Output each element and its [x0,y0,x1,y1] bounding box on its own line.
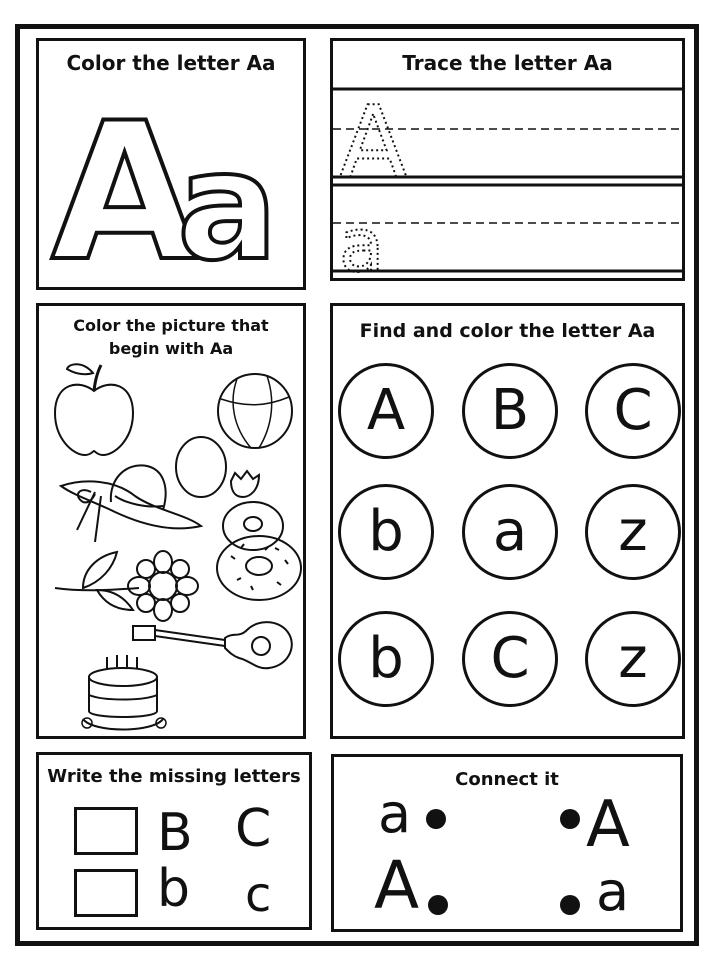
connect-dot[interactable] [426,809,446,829]
letter-circle[interactable]: z [585,611,681,707]
letter-circle[interactable]: b [338,611,434,707]
letter-circle[interactable]: z [585,484,681,580]
cake-icon [79,651,169,741]
outlined-letter-upper: A [51,93,199,283]
letter-circle[interactable]: C [462,611,558,707]
missing-letters-panel [36,752,312,930]
find-letter-title: Find and color the letter Aa [359,320,656,342]
color-picture-panel [36,303,306,739]
outlined-letter-lower: a [177,120,279,283]
connect-left-letter: A [374,847,420,924]
color-picture-title-line2: begin with Aa [108,339,234,358]
letter-circle[interactable]: b [338,484,434,580]
color-picture-title-line1: Color the picture that [73,316,269,335]
connect-left-letter: a [378,782,412,845]
color-letter-title: Color the letter Aa [66,51,276,75]
missing-letters-title: Write the missing letters [47,766,301,787]
missing-row2-letter: c [245,867,272,923]
missing-letter-box[interactable] [74,807,138,855]
connect-title: Connect it [455,769,559,790]
missing-letter-box[interactable] [74,869,138,917]
connect-panel [331,754,683,932]
letter-circle[interactable]: C [585,363,681,459]
trace-letter-title: Trace the letter Aa [402,51,613,75]
trace-letter-panel [330,38,685,285]
tracing-lines [333,85,682,285]
hat-icon [55,456,205,556]
missing-row1-letter: C [235,799,272,859]
donut-icon [211,496,306,606]
trace-letter-lower: a [339,203,385,285]
find-letter-panel [330,303,685,739]
letter-circle[interactable]: A [338,363,434,459]
letter-circle[interactable]: B [462,363,558,459]
letter-circle[interactable]: a [462,484,558,580]
connect-right-letter: A [586,788,630,862]
apple-icon [49,351,139,461]
missing-row2-letter: b [157,859,191,919]
outlined-letters [39,93,303,283]
trace-letter-upper: A [339,85,408,201]
connect-right-letter: a [596,860,630,923]
connect-dot[interactable] [560,809,580,829]
connect-dot[interactable] [428,895,448,915]
missing-row1-letter: B [157,803,193,863]
color-letter-panel [36,38,306,290]
connect-dot[interactable] [560,895,580,915]
